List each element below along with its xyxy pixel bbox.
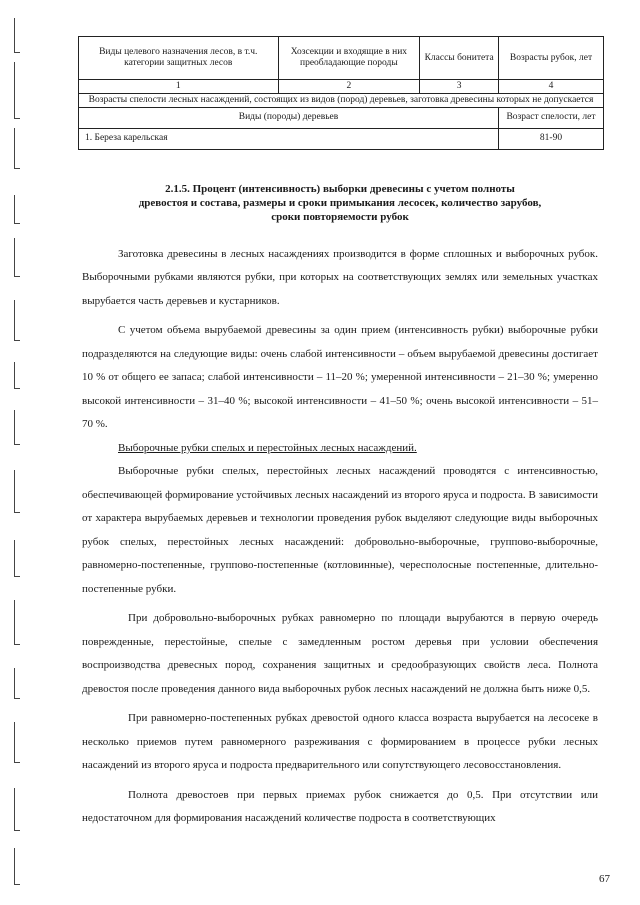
subheader-maturity-age: Возраст спелости, лет xyxy=(499,107,604,128)
paragraph-stand-density: Полнота древостоев при первых приемах рубок снижается до 0,5. При отсутствии или недостаточном для формирования насаждений количестве подроста в соответствующих xyxy=(82,788,598,825)
table-number-row xyxy=(79,80,604,94)
left-margin-binding-marks xyxy=(0,0,40,905)
paragraph-intensity-types: С учетом объема вырубаемой древесины за один прием (интенсивность рубки) выборочные рубки подразделяются на следующие виды: очень слабой интенсивности – объем вырубаемой древесины достигает 10 % от общего ее запаса; слабой интенсивности – 11–20 %; умеренной интенсивности – 21–30 %; умеренно высокой интенсивности – 31–40 %; высокой интенсивности – 41–50 %; очень высокой интенсивности – 51–70 %. xyxy=(82,324,598,431)
table-span-note-row xyxy=(79,93,604,107)
column-number-3: 3 xyxy=(420,80,499,94)
column-number-4: 4 xyxy=(499,80,604,94)
header-forest-purpose: Виды целевого назначения лесов, в т.ч. категории защитных лесов xyxy=(79,37,279,80)
paragraph-uniform-gradual: При равномерно-постепенных рубках древостой одного класса возраста вырубается на лесосеке в несколько приемов путем равномерного разреживания с формированием в процессе рубки лесных насаждений из второго яруса и подроста предварительного или сопутствующего лесовосстановления. xyxy=(82,712,598,772)
header-site-class: Классы бонитета xyxy=(420,37,499,80)
column-number-2: 2 xyxy=(278,80,420,94)
table-subheader-row xyxy=(79,107,604,128)
paragraph-voluntary-selective: При добровольно-выборочных рубках равномерно по площади вырубаются в первую очередь поврежденные, перестойные, спелые с замедленным ростом деревья при условии обеспечения воспроизводства древесных пород, сохранения защитных и средообразующих свойств леса. Полнота древостоя после проведения данного вида выборочных рубок лесных насаждений не должна быть ниже 0,5. xyxy=(82,612,598,695)
header-economic-sections: Хозсекции и входящие в них преобладающие породы xyxy=(278,37,420,80)
paragraph-subheading-selective-cuts: Выборочные рубки спелых и перестойных лесных насаждений. xyxy=(118,441,417,454)
section-heading xyxy=(82,182,598,225)
section-heading-line-2: древостоя и состава, размеры и сроки примыкания лесосек, количество зарубов, xyxy=(138,197,542,210)
document-page xyxy=(82,36,598,831)
table-header-row xyxy=(79,37,604,80)
table-row xyxy=(79,128,604,149)
section-heading-line-1: 2.1.5. Процент (интенсивность) выборки древесины с учетом полноты xyxy=(165,182,515,195)
column-number-1: 1 xyxy=(79,80,279,94)
header-cutting-age: Возрасты рубок, лет xyxy=(499,37,604,80)
paragraph-selective-cut-types: Выборочные рубки спелых, перестойных лесных насаждений проводятся с интенсивностью, обеспечивающей формирование устойчивых лесных насаждений из второго яруса и подроста. В зависимости от характера вырубаемых деревьев и технологии проведения рубок выделяют следующие виды выборочных рубок спелых, перестойных лесных насаждений: добровольно-выборочные, группово-выборочные, равномерно-постепенные, группово-постепенные (котловинные), чересполосные постепенные, длительно-постепенные рубки. xyxy=(82,465,598,595)
page-number: 67 xyxy=(599,873,610,885)
row-maturity-age: 81-90 xyxy=(499,128,604,149)
subheader-species: Виды (породы) деревьев xyxy=(79,107,499,128)
section-heading-line-3: сроки повторяемости рубок xyxy=(271,211,409,224)
row-species: 1. Береза карельская xyxy=(79,128,499,149)
paragraph-harvest-forms: Заготовка древесины в лесных насаждениях производится в форме сплошных и выборочных рубок. Выборочными рубками являются рубки, при которых на соответствующих землях или земельных участках вырубается часть деревьев и кустарников. xyxy=(82,247,598,307)
span-note: Возрасты спелости лесных насаждений, состоящих из видов (пород) деревьев, заготовка древесины которых не допускается xyxy=(79,93,604,107)
cutting-age-table xyxy=(78,36,604,150)
